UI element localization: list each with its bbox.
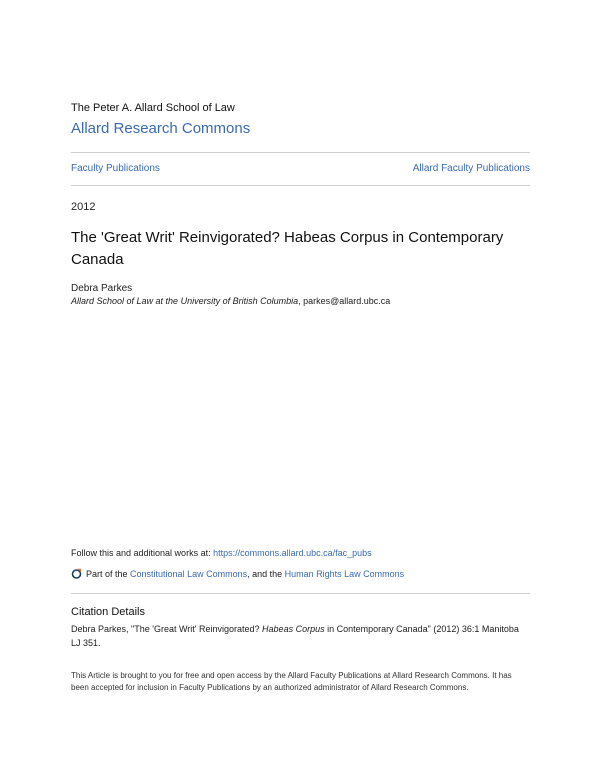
school-name: The Peter A. Allard School of Law <box>71 102 235 114</box>
citation-before: Debra Parkes, "The 'Great Writ' Reinvigorated? <box>71 624 263 634</box>
human-rights-law-commons-link[interactable]: Human Rights Law Commons <box>284 569 405 579</box>
follow-line <box>71 548 372 558</box>
follow-url-link[interactable]: https://commons.allard.ubc.ca/fac_pubs <box>213 548 372 558</box>
follow-prefix: Follow this and additional works at: <box>71 548 214 558</box>
part-of-prefix: Part of the <box>86 569 131 579</box>
divider <box>71 152 530 153</box>
citation-heading: Citation Details <box>71 606 145 618</box>
article-title: The 'Great Writ' Reinvigorated? Habeas Corpus in Contemporary Canada <box>71 229 504 268</box>
author-name: Debra Parkes <box>71 283 133 294</box>
part-of-line <box>71 568 404 579</box>
citation-text <box>71 622 530 650</box>
affiliation-text: Allard School of Law at the University of British Columbia <box>71 296 299 306</box>
author-affiliation <box>71 296 390 306</box>
citation-after: in Contemporary Canada" (2012) 36:1 Manitoba LJ 351. <box>71 624 519 648</box>
citation-italic: Habeas Corpus <box>262 624 325 634</box>
access-notice: This Article is brought to you for free and open access by the Allard Faculty Publications at Allard Research Commons. It has been accepted for inclusion in Faculty Publications by an authorized administrator of Allard Research Commons. <box>71 671 512 692</box>
repository-link[interactable]: Allard Research Commons <box>71 120 251 137</box>
part-of-middle: , and the <box>247 569 285 579</box>
author-email: , parkes@allard.ubc.ca <box>298 296 391 306</box>
allard-faculty-publications-link[interactable]: Allard Faculty Publications <box>412 163 530 174</box>
divider <box>71 593 530 594</box>
commons-network-icon <box>71 568 82 579</box>
divider <box>71 185 530 186</box>
constitutional-law-commons-link[interactable]: Constitutional Law Commons <box>130 569 248 579</box>
faculty-publications-link[interactable]: Faculty Publications <box>71 163 160 174</box>
publication-year: 2012 <box>71 201 96 213</box>
